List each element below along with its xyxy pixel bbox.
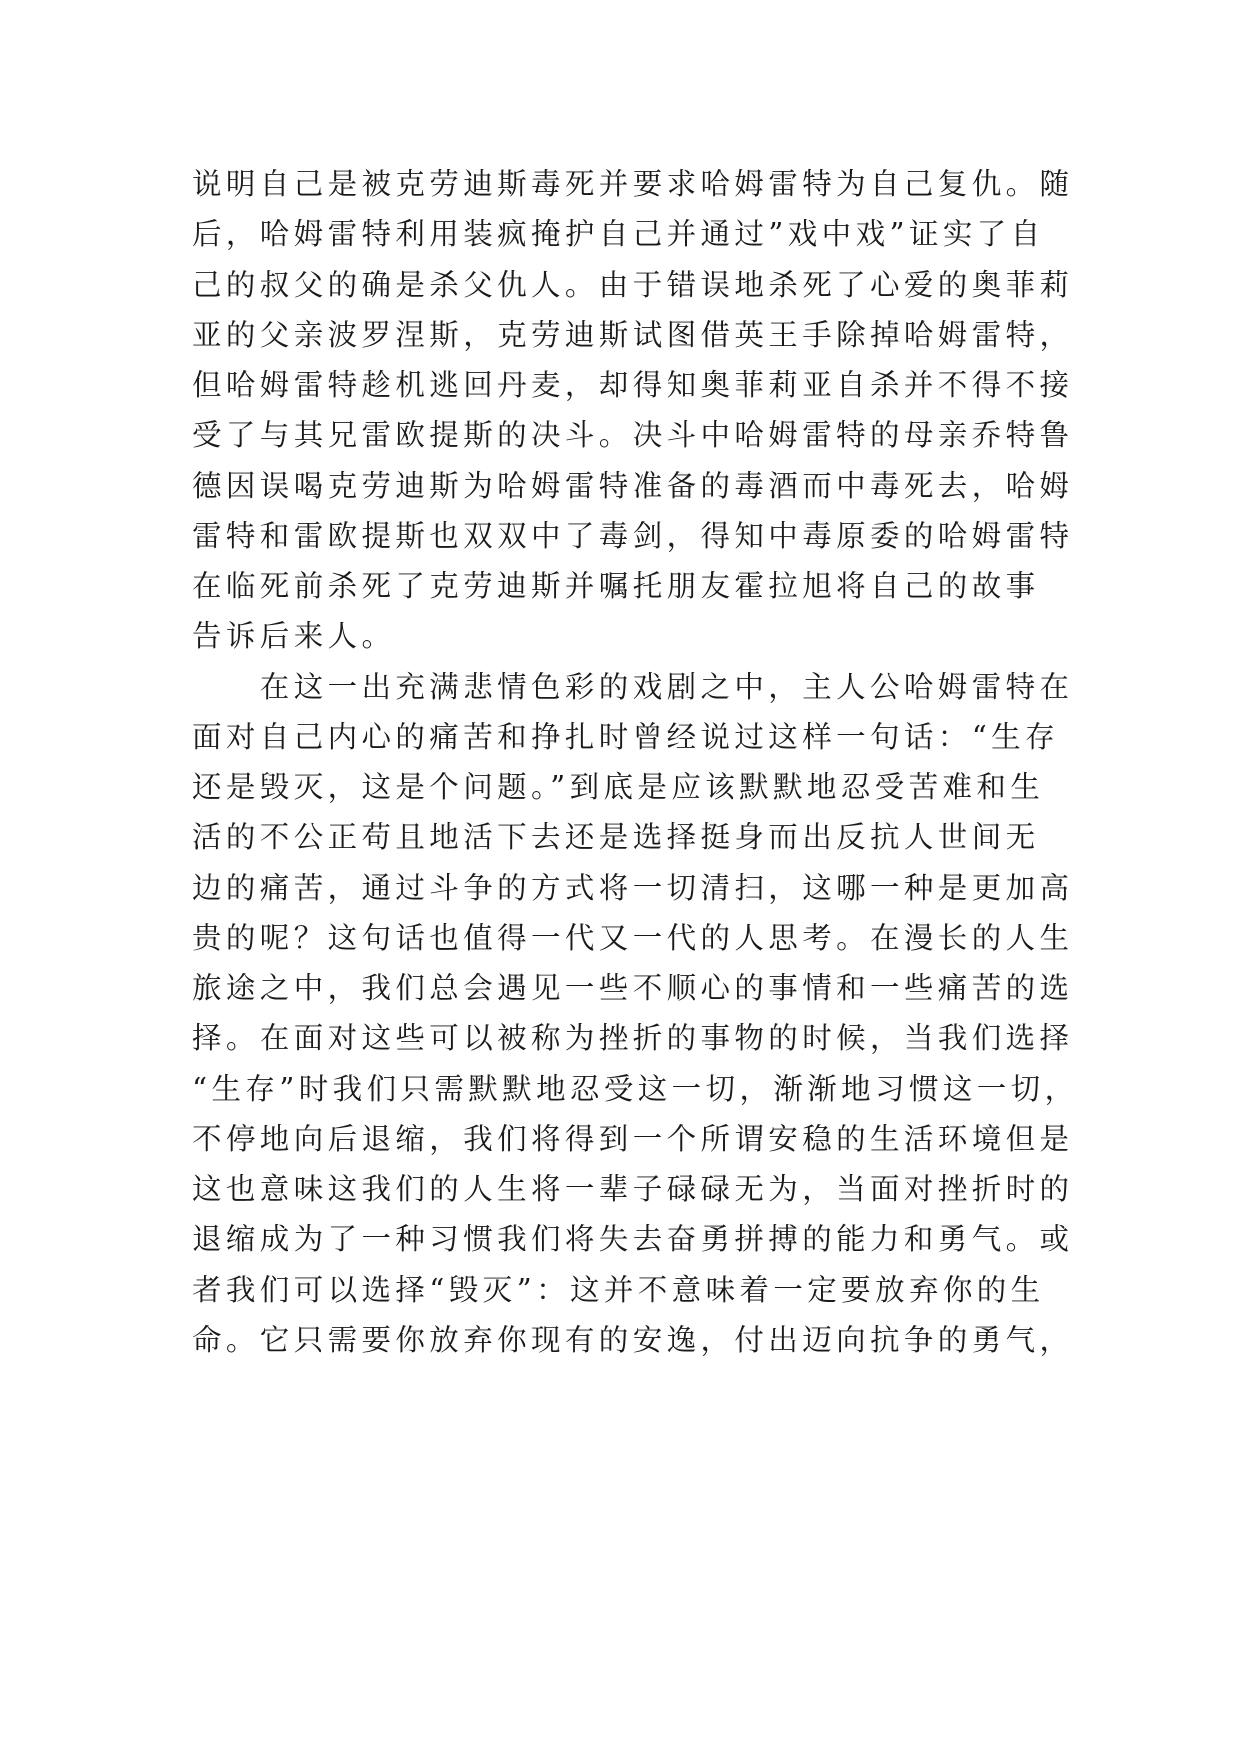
text-line: 告诉后来人。 [192, 619, 396, 654]
text-line: 面对自己内心的痛苦和挣扎时曾经说过这样一句话：“生存 [192, 719, 1059, 754]
text-line: 旅途之中，我们总会遇见一些不顺心的事情和一些痛苦的选 [192, 971, 1074, 1005]
text-line: 雷特和雷欧提斯也双双中了毒剑，得知中毒原委的哈姆雷特 [192, 518, 1074, 553]
text-line: 但哈姆雷特趁机逃回丹麦，却得知奥菲莉亚自杀并不得不接 [192, 368, 1074, 402]
text-line: 后，哈姆雷特利用装疯掩护自己并通过”戏中戏”证实了自 [192, 217, 1045, 252]
text-line: 受了与其兄雷欧提斯的决斗。决斗中哈姆雷特的母亲乔特鲁 [192, 418, 1074, 453]
text-line: 贵的呢？这句话也值得一代又一代的人思考。在漫长的人生 [192, 920, 1074, 955]
text-line: 德因误喝克劳迪斯为哈姆雷特准备的毒酒而中毒死去，哈姆 [192, 468, 1074, 503]
text-line: 这也意味这我们的人生将一辈子碌碌无为，当面对挫折时的 [192, 1172, 1074, 1206]
text-line: 退缩成为了一种习惯我们将失去奋勇拼搏的能力和勇气。或 [192, 1222, 1074, 1257]
text-line: 活的不公正苟且地活下去还是选择挺身而出反抗人世间无 [192, 820, 1040, 855]
text-line: 命。它只需要你放弃你现有的安逸，付出迈向抗争的勇气， [192, 1322, 1074, 1357]
text-line: 亚的父亲波罗涅斯，克劳迪斯试图借英王手除掉哈姆雷特， [192, 317, 1074, 352]
text-line: 在临死前杀死了克劳迪斯并嘱托朋友霍拉旭将自己的故事 [192, 569, 1040, 603]
text-line: 者我们可以选择“毁灭”：这并不意味着一定要放弃你的生 [192, 1272, 1045, 1307]
text-line: 择。在面对这些可以被称为挫折的事物的时候，当我们选择 [192, 1021, 1074, 1056]
text-line: 己的叔父的确是杀父仇人。由于错误地杀死了心爱的奥菲莉 [192, 267, 1074, 302]
text-line: “生存”时我们只需默默地忍受这一切，渐渐地习惯这一切， [192, 1071, 1079, 1106]
text-line: 在这一出充满悲情色彩的戏剧之中，主人公哈姆雷特在 [192, 669, 1074, 704]
text-line: 不停地向后退缩，我们将得到一个所谓安稳的生活环境但是 [192, 1121, 1074, 1156]
text-line: 边的痛苦，通过斗争的方式将一切清扫，这哪一种是更加高 [192, 870, 1074, 905]
text-line: 说明自己是被克劳迪斯毒死并要求哈姆雷特为自己复仇。随 [192, 167, 1074, 201]
text-line: 还是毁灭，这是个问题。”到底是应该默默地忍受苦难和生 [192, 770, 1045, 804]
body-text [192, 160, 1079, 1366]
